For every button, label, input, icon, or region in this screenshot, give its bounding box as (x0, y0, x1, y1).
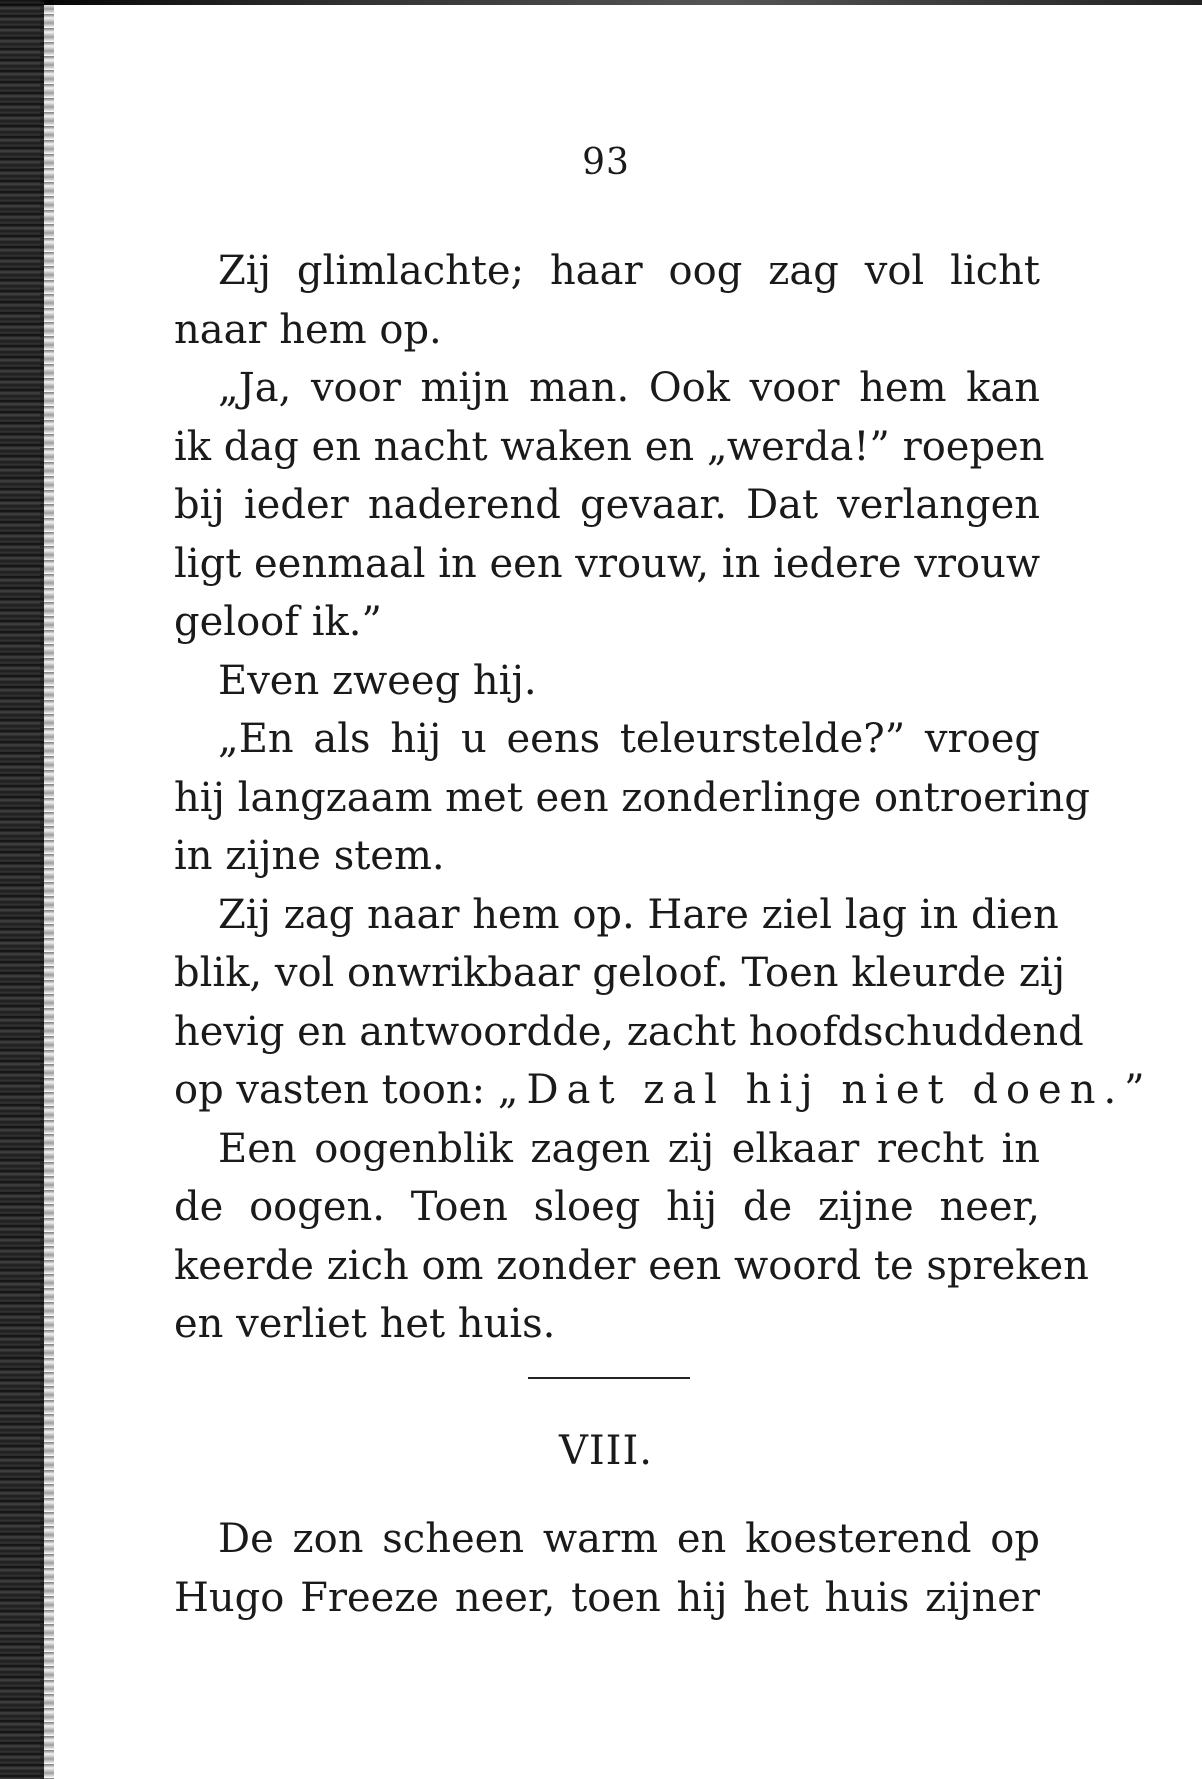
text-line: Even zweeg hij. (218, 657, 537, 704)
body-text-section-2 (174, 1510, 1040, 1627)
text-line-prefix: op vasten toon: (174, 1067, 498, 1113)
text-line: De zon scheen warm en koesterend op (218, 1516, 1040, 1562)
page-top-edge (0, 0, 1202, 5)
text-line: in zijne stem. (174, 833, 445, 879)
emphasized-quote: „Dat zal hij niet doen.” (497, 1067, 1153, 1113)
text-line: geloof ik.” (174, 599, 382, 645)
text-line: hij langzaam met een zonderlinge ontroering (174, 774, 1091, 821)
text-line: Zij glimlachte; haar oog zag vol licht (218, 248, 1040, 294)
body-text-section-1 (174, 242, 1153, 1354)
text-line: Een oogenblik zagen zij elkaar recht in (218, 1125, 1040, 1172)
page-number: 93 (582, 142, 630, 183)
text-line: en verliet het huis. (174, 1301, 556, 1347)
text-line: ik dag en nacht waken en „werda!” roepen (174, 423, 1045, 470)
text-line: bij ieder naderend gevaar. Dat verlangen (174, 482, 1040, 528)
text-line: keerde zich om zonder een woord te spreken (174, 1242, 1089, 1289)
chapter-heading: VIII. (558, 1428, 653, 1474)
text-line: Hugo Freeze neer, toen hij het huis zijner (174, 1574, 1040, 1621)
text-line: naar hem op. (174, 306, 442, 353)
text-line: „En als hij u eens teleurstelde?” vroeg (218, 716, 1040, 762)
text-line-spaced-quote (174, 1061, 1153, 1120)
text-line: Zij zag naar hem op. Hare ziel lag in dien (218, 891, 1059, 938)
text-line: ligt eenmaal in een vrouw, in iedere vrouw (174, 540, 1041, 587)
text-line: de oogen. Toen sloeg hij de zijne neer, (174, 1184, 1040, 1230)
book-binding-edge (0, 0, 44, 1779)
text-line: „Ja, voor mijn man. Ook voor hem kan (218, 365, 1040, 411)
section-divider (528, 1377, 690, 1379)
text-line: blik, vol onwrikbaar geloof. Toen kleurde zij (174, 950, 1066, 996)
text-line: hevig en antwoordde, zacht hoofdschuddend (174, 1008, 1084, 1055)
